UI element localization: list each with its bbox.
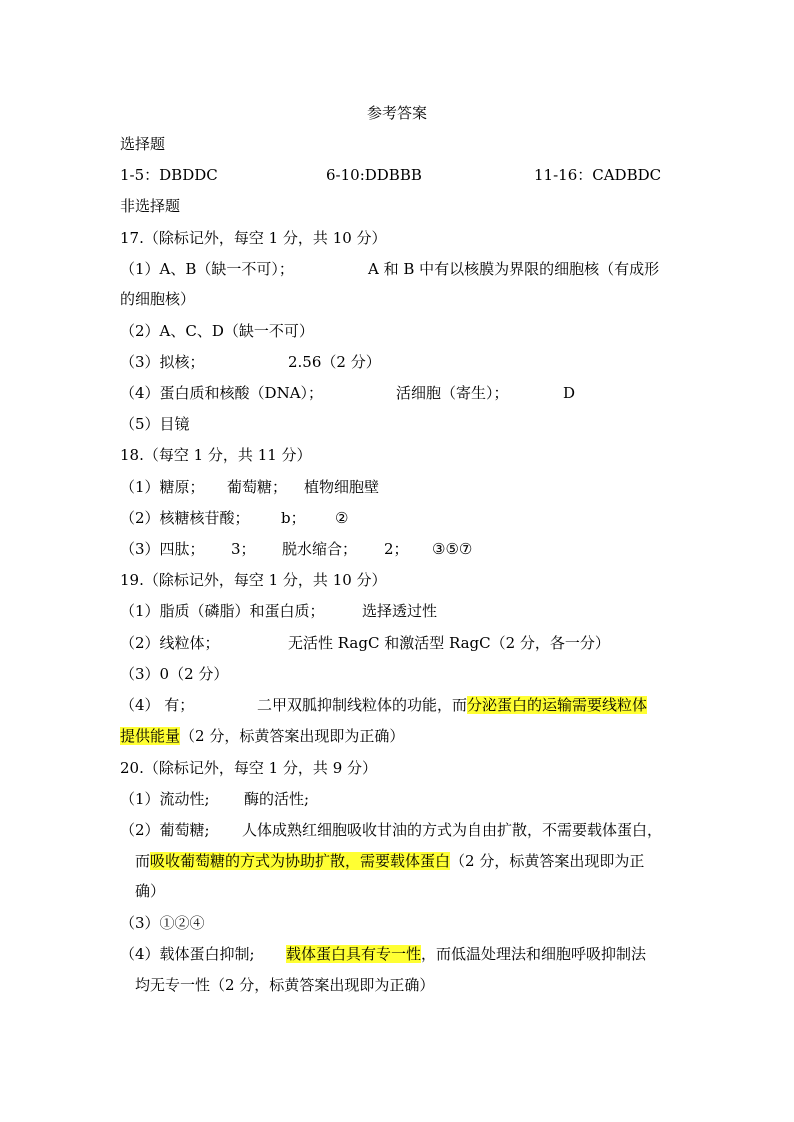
q17-answer-2: （2）A、C、D（缺一不可） — [120, 322, 314, 340]
q17-answer-4-a: （4）蛋白质和核酸（DNA）； — [120, 384, 324, 402]
q20-answer-4-b: ，而低温处理法和细胞呼吸抑制法 — [421, 945, 647, 963]
q19-answer-4-b: 二甲双胍抑制线粒体的功能，而 — [257, 696, 468, 714]
q18-answer-1-b: 葡萄糖； — [227, 478, 288, 496]
q17-answer-3-b: 2.56（2 分） — [288, 353, 381, 371]
q19-answer-4-line1 — [257, 694, 647, 716]
q18-answer-3-d: 2； — [384, 540, 409, 558]
q20-answer-4-c: 均无专一性（2 分，标黄答案出现即为正确） — [135, 976, 435, 994]
q17-answer-1-b: A 和 B 中有以核膜为界限的细胞核（有成形 — [368, 260, 660, 278]
q18-answer-3-c: 脱水缩合； — [282, 540, 358, 558]
q20-answer-4-a: （4）载体蛋白抑制; — [120, 945, 255, 963]
page-title: 参考答案 — [366, 104, 427, 122]
q19-answer-4-line2 — [120, 725, 404, 747]
q18-answer-2-b: b； — [281, 509, 306, 527]
q18-heading: 18.（每空 1 分，共 11 分） — [120, 446, 312, 464]
q19-answer-1-a: （1）脂质（磷脂）和蛋白质； — [120, 602, 325, 620]
q18-answer-3-b: 3； — [231, 540, 256, 558]
q18-answer-2-c: ② — [335, 509, 349, 527]
q19-answer-1-b: 选择透过性 — [362, 602, 438, 620]
q17-heading: 17.（除标记外，每空 1 分，共 10 分） — [120, 229, 387, 247]
q18-answer-1-c: 植物细胞壁 — [304, 478, 380, 496]
q20-answer-2-e: 确） — [135, 882, 166, 900]
q18-answer-3-a: （3）四肽； — [120, 540, 205, 558]
q18-answer-1-a: （1）糖原； — [120, 478, 205, 496]
q20-answer-3: （3）①②④ — [120, 914, 205, 932]
q17-answer-5: （5）目镜 — [120, 415, 190, 433]
q17-answer-3-a: （3）拟核； — [120, 353, 205, 371]
q18-answer-2-a: （2）核糖核苷酸； — [120, 509, 250, 527]
q19-answer-2-a: （2）线粒体； — [120, 634, 220, 652]
q19-highlight-1: 分泌蛋白的运输需要线粒体 — [467, 696, 648, 714]
choice-answers-6-10: 6-10:DDBBB — [326, 166, 422, 184]
q20-highlight-2: 载体蛋白具有专一性 — [286, 945, 422, 963]
q19-answer-4-a: （4） 有； — [120, 696, 195, 714]
q19-answer-3: （3）0（2 分） — [120, 665, 229, 683]
q17-answer-1-a: （1）A、B（缺一不可）； — [120, 260, 294, 278]
q19-answer-4-c: （2 分，标黄答案出现即为正确） — [180, 727, 405, 745]
q17-answer-4-b: 活细胞（寄生）； — [396, 384, 509, 402]
q19-answer-2-b: 无活性 RagC 和激活型 RagC（2 分，各一分） — [288, 634, 610, 652]
q20-heading: 20.（除标记外，每空 1 分，共 9 分） — [120, 759, 378, 777]
q20-answer-1-a: （1）流动性; — [120, 790, 210, 808]
q19-heading: 19.（除标记外，每空 1 分，共 10 分） — [120, 571, 387, 589]
q19-highlight-2: 提供能量 — [120, 727, 181, 745]
q20-answer-1-b: 酶的活性; — [244, 790, 310, 808]
choice-answers-1-5: 1-5：DBDDC — [120, 166, 218, 184]
q20-answer-2-b: 人体成熟红细胞吸收甘油的方式为自由扩散，不需要载体蛋白， — [242, 821, 663, 839]
choice-heading: 选择题 — [120, 135, 166, 153]
q17-answer-4-c: D — [563, 384, 576, 402]
choice-answers-11-16: 11-16：CADBDC — [534, 166, 662, 184]
q20-answer-2-c: 而 — [135, 852, 151, 870]
q20-answer-2-a: （2）葡萄糖; — [120, 821, 210, 839]
q20-answer-2-line2 — [135, 850, 644, 872]
q20-highlight-1: 吸收葡萄糖的方式为协助扩散，需要载体蛋白 — [150, 852, 451, 870]
nonchoice-heading: 非选择题 — [120, 197, 181, 215]
q20-answer-2-d: （2 分，标黄答案出现即为正 — [450, 852, 645, 870]
q20-answer-4-line1 — [286, 943, 646, 965]
q17-answer-1-c: 的细胞核） — [120, 290, 196, 308]
q18-answer-3-e: ③⑤⑦ — [432, 540, 473, 558]
